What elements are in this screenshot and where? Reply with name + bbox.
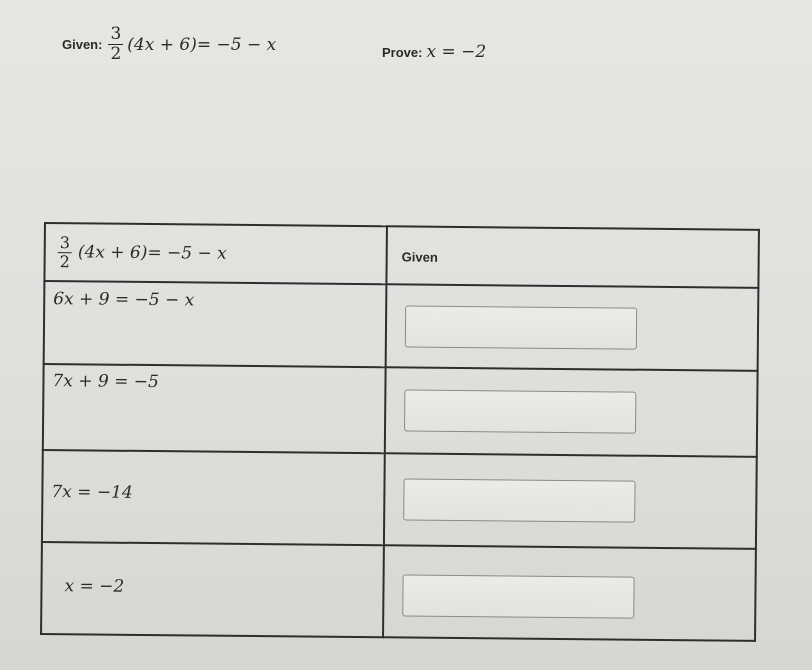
- proof-row: [43, 364, 758, 457]
- prove-statement: [382, 42, 486, 62]
- proof-table: [40, 222, 760, 642]
- reason-cell: [385, 367, 758, 457]
- reason-answer-box[interactable]: [405, 305, 637, 349]
- statement-text: 7x + 9 = −5: [52, 371, 159, 393]
- given-label: Given:: [62, 37, 103, 52]
- proof-row: [44, 281, 759, 371]
- statement-cell: [44, 281, 387, 367]
- statement-fraction: [58, 232, 73, 271]
- reason-cell: [383, 545, 756, 641]
- statement-cell: [42, 450, 385, 545]
- reason-cell: [386, 226, 759, 288]
- proof-row: [42, 450, 757, 549]
- given-fraction-numerator: 3: [110, 24, 122, 44]
- reason-cell: [386, 284, 759, 371]
- prove-label: Prove:: [382, 44, 423, 60]
- reason-cell: [384, 453, 757, 549]
- proof-row: [41, 542, 756, 641]
- statement-cell: [44, 223, 387, 284]
- given-expression: (4x + 6)= −5 − x: [127, 34, 277, 55]
- reason-answer-box[interactable]: [402, 574, 634, 618]
- proof-row: [44, 223, 759, 288]
- statement-fraction-denominator: 2: [59, 251, 70, 271]
- statement-cell: [43, 364, 386, 453]
- given-fraction: [108, 26, 123, 63]
- reason-text: Given: [401, 248, 438, 265]
- reason-answer-box[interactable]: [404, 389, 636, 433]
- reason-answer-box[interactable]: [403, 478, 635, 522]
- statement-text: 7x = −14: [51, 482, 133, 503]
- statement-cell: [41, 542, 384, 637]
- given-fraction-denominator: 2: [110, 44, 122, 64]
- given-statement: [62, 26, 276, 63]
- prove-expression: x = −2: [426, 42, 487, 62]
- statement-fraction-numerator: 3: [58, 235, 72, 253]
- statement-text: (4x + 6)= −5 − x: [77, 242, 227, 264]
- statement-text: x = −2: [64, 576, 125, 597]
- statement-text: 6x + 9 = −5 − x: [53, 288, 195, 310]
